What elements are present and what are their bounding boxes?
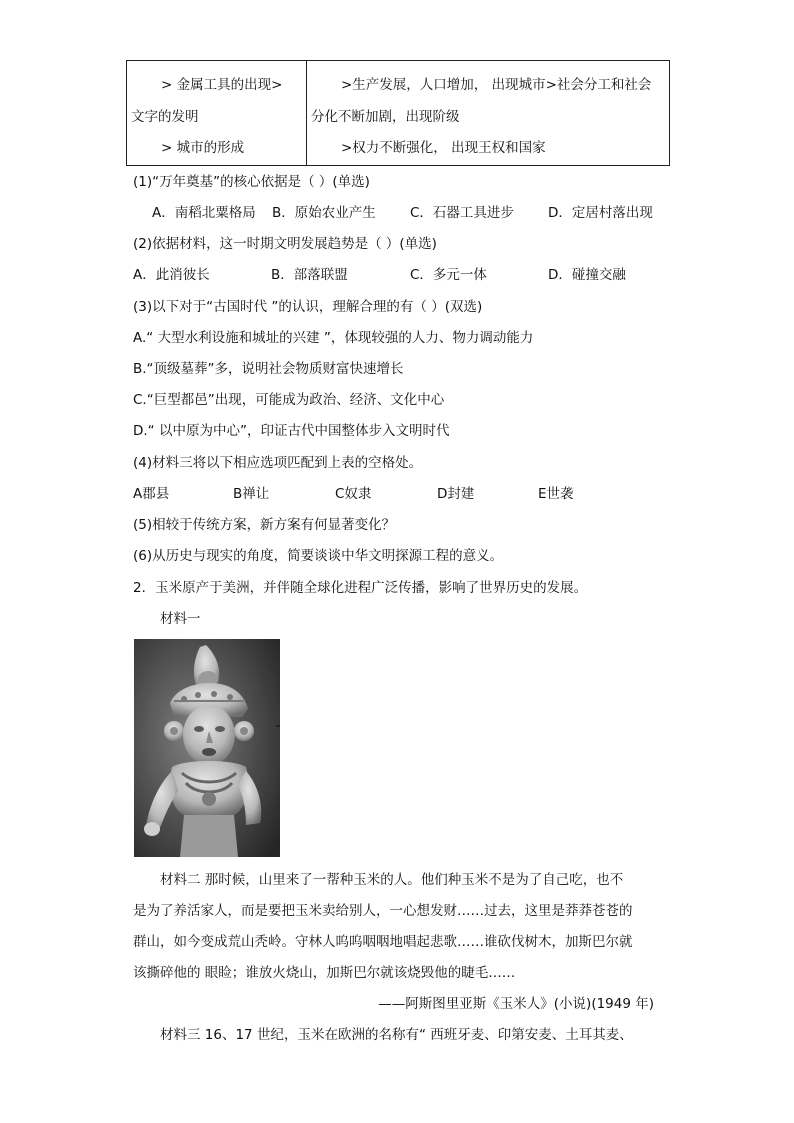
q6-stem: (6)从历史与现实的角度，简要谈谈中华文明探源工程的意义。	[133, 548, 504, 564]
q3-option-d: D.“ 以中原为中心”，印证古代中国整体步入文明时代	[133, 423, 450, 439]
material2-source: ——阿斯图里亚斯《玉米人》(小说)(1949 年)	[378, 996, 654, 1012]
table-left-line-3: > 城市的形成	[161, 140, 245, 156]
material1-label: 材料一	[160, 611, 201, 627]
q2-option-a: A．此消彼长	[133, 267, 210, 283]
q4-option-d: D封建	[437, 486, 475, 502]
q4-option-c: C奴隶	[335, 486, 372, 502]
q1-option-a: A．南稻北粟格局	[152, 205, 256, 221]
comparison-table	[126, 60, 670, 166]
statue-image-icon	[134, 639, 280, 857]
q1-stem: (1)“万年奠基”的核心依据是（ ）(单选)	[133, 174, 370, 190]
section2-heading: 2．玉米原产于美洲，并伴随全球化进程广泛传播，影响了世界历史的发展。	[133, 580, 588, 596]
table-left-cell	[127, 61, 307, 166]
table-right-line-1: >生产发展，人口增加， 出现城市>社会分工和社会	[341, 77, 652, 93]
material2-line-4: 该撕碎他的 眼睑；谁放火烧山，加斯巴尔就该烧毁他的睫毛……	[133, 965, 516, 981]
q2-stem: (2)依据材料，这一时期文明发展趋势是（ ）(单选)	[133, 236, 437, 252]
q1-option-b: B．原始农业产生	[272, 205, 376, 221]
table-right-line-2: 分化不断加剧，出现阶级	[311, 109, 460, 125]
table-left-line-1: > 金属工具的出现>	[161, 77, 283, 93]
q2-option-c: C．多元一体	[410, 267, 487, 283]
q4-option-b: B禅让	[233, 486, 270, 502]
material2-line-2: 是为了养活家人，而是要把玉米卖给别人，一心想发财……过去，这里是莽莽苍苍的	[133, 903, 633, 919]
q1-option-d: D．定居村落出现	[548, 205, 653, 221]
table-left-line-2: 文字的发明	[131, 109, 199, 125]
mayan-statue-photo	[134, 639, 280, 857]
q3-option-c: C.“巨型都邑”出现，可能成为政治、经济、文化中心	[133, 392, 445, 408]
q3-option-b: B.“顶级墓葬”多，说明社会物质财富快速增长	[133, 361, 404, 377]
q4-option-e: E世袭	[538, 486, 574, 502]
q2-option-d: D．碰撞交融	[548, 267, 626, 283]
material3-line-1: 材料三 16、17 世纪，玉米在欧洲的名称有“ 西班牙麦、印第安麦、土耳其麦、	[160, 1027, 633, 1043]
table-right-line-3: >权力不断强化， 出现王权和国家	[341, 140, 546, 156]
table-right-cell	[307, 61, 670, 166]
q1-option-c: C．石器工具进步	[410, 205, 514, 221]
q3-option-a: A.“ 大型水利设施和城址的兴建 ”，体现较强的人力、物力调动能力	[133, 330, 534, 346]
q4-stem: (4)材料三将以下相应选项匹配到上表的空格处。	[133, 455, 423, 471]
material2-line-1: 材料二 那时候，山里来了一帮种玉米的人。他们种玉米不是为了自己吃，也不	[160, 872, 624, 888]
material2-line-3: 群山，如今变成荒山秃岭。守林人呜呜咽咽地唱起悲歌……谁砍伐树木，加斯巴尔就	[133, 934, 633, 950]
q4-option-a: A郡县	[133, 486, 170, 502]
q5-stem: (5)相较于传统方案，新方案有何显著变化？	[133, 517, 396, 533]
q2-option-b: B．部落联盟	[271, 267, 348, 283]
q3-stem: (3)以下对于“古国时代 ”的认识，理解合理的有（ ）(双选)	[133, 299, 483, 315]
